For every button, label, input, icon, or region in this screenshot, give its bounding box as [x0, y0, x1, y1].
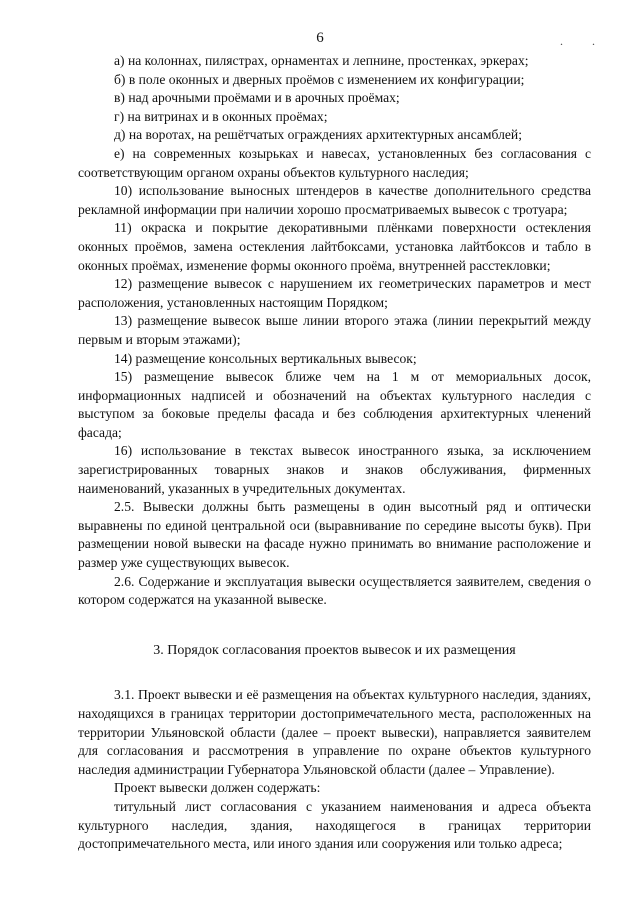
paragraph-2-5: 2.5. Вывески должны быть размещены в один высотный ряд и оптически выравнены по единой центральной оси (выравнивание по середине высоты букв). При размещении новой вывески на фасаде нужно принимать во внимание расположение и размер уже существующих вывесок.: [78, 499, 591, 571]
paragraph-3-1: 3.1. Проект вывески и её размещения на объектах культурного наследия, зданиях, находящихся в границах территории достопримечательного места, расположенных на территории Ульяновской области (далее – проект вывески), направляется заявителем для согласования и рассмотрения в управление по охране объектов культурного наследия администрации Губернатора Ульяновской области (далее – Управление).: [78, 687, 591, 777]
paragraph-title-sheet: титульный лист согласования с указанием наименования и адреса объекта культурного наследия, здания, находящегося в границах территории достопримечательного места, или иного здания или сооружения или только адреса;: [78, 798, 591, 852]
list-item-b: б) в поле оконных и дверных проёмов с изменением их конфигурации;: [114, 71, 525, 87]
scan-mark: .: [592, 34, 595, 48]
list-item-12: 12) размещение вывесок с нарушением их геометрических параметров и мест расположения, установленных настоящим Порядком;: [78, 276, 591, 310]
list-item-16: 16) использование в текстах вывесок иностранного языка, за исключением зарегистрированных товарных знаков и знаков обслуживания, фирменных наименований, указанных в учредительных документах.: [78, 443, 591, 496]
page-number: 6: [316, 30, 324, 46]
list-item-11: 11) окраска и покрытие декоративными плёнками поверхности остекления оконных проёмов, замена остекления лайтбоксами, установка лайтбоксов и табло в оконных проёмах, изменение формы оконного проёма, внутренней расстекловки;: [78, 220, 591, 273]
list-item-13: 13) размещение вывесок выше линии второго этажа (линии перекрытий между первым и вторым этажами);: [78, 313, 591, 347]
document-body: [78, 52, 591, 854]
section-heading: 3. Порядок согласования проектов вывесок и их размещения: [153, 642, 516, 658]
list-item-v: в) над арочными проёмами и в арочных проёмах;: [114, 90, 400, 106]
list-item-d: д) на воротах, на решётчатых ограждениях архитектурных ансамблей;: [114, 127, 522, 143]
list-item-e: е) на современных козырьках и навесах, установленных без согласования с соответствующим органом охраны объектов культурного наследия;: [78, 145, 591, 180]
paragraph-project-contents: Проект вывески должен содержать:: [114, 780, 321, 796]
list-item-14: 14) размещение консольных вертикальных вывесок;: [114, 350, 417, 366]
paragraph-2-6: 2.6. Содержание и эксплуатация вывески осуществляется заявителем, сведения о котором содержатся на указанной вывеске.: [78, 573, 591, 608]
list-item-10: 10) использование выносных штендеров в качестве дополнительного средства рекламной информации при наличии хорошо просматриваемых вывесок с тротуара;: [78, 183, 591, 217]
scan-mark: .: [560, 34, 563, 48]
list-item-15: 15) размещение вывесок ближе чем на 1 м от мемориальных досок, информационных надписей и обозначений на объектах культурного наследия с выступом за боковые пределы фасада и без соблюдения архитектурных членений фасада;: [78, 369, 591, 440]
list-item-g: г) на витринах и в оконных проёмах;: [114, 108, 328, 124]
list-item-a: а) на колоннах, пилястрах, орнаментах и лепнине, простенках, эркерах;: [114, 53, 529, 68]
